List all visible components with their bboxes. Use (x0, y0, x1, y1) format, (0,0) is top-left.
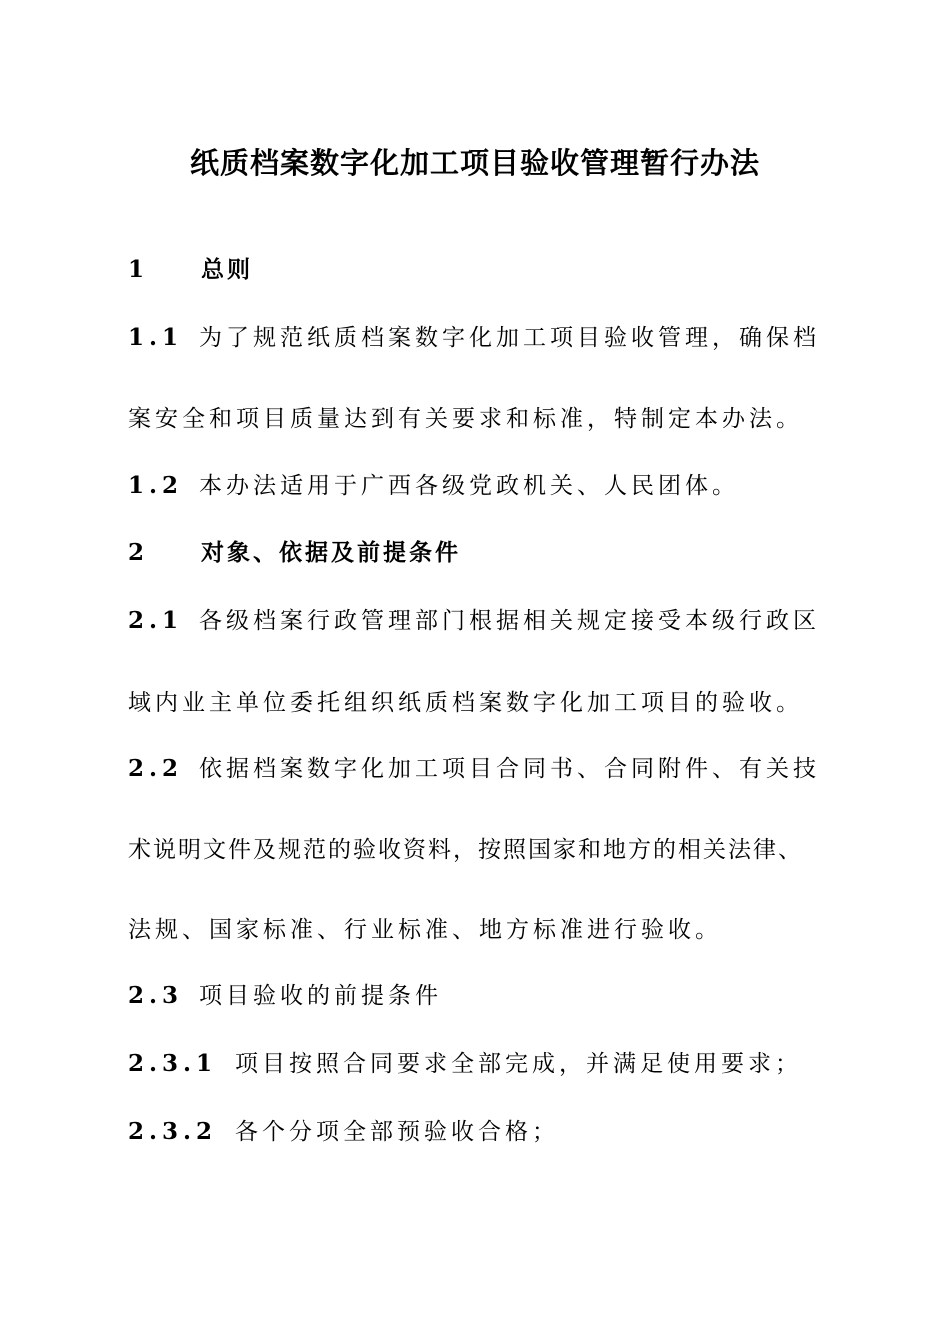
clause-text: 案安全和项目质量达到有关要求和标准，特制定本办法。 (128, 406, 803, 432)
section-number: 1 (128, 256, 150, 283)
clause-2-3-1 (128, 1044, 802, 1084)
clause-2-1-continued (128, 683, 803, 723)
section-number: 2 (128, 539, 150, 566)
clause-number: 2.2 (128, 755, 184, 782)
clause-text: 为了规范纸质档案数字化加工项目验收管理，确保档 (199, 325, 821, 351)
clause-text: 术说明文件及规范的验收资料，按照国家和地方的相关法律、 (128, 837, 803, 863)
clause-number: 2.3 (128, 982, 184, 1009)
clause-1-1 (128, 318, 820, 358)
clause-text: 域内业主单位委托组织纸质档案数字化加工项目的验收。 (128, 690, 803, 716)
clause-2-2-continued (128, 910, 722, 950)
clause-1-1-continued (128, 399, 803, 439)
clause-2-3 (128, 976, 442, 1016)
clause-number: 2.3.2 (128, 1118, 218, 1145)
clause-text: 依据档案数字化加工项目合同书、合同附件、有关技 (199, 756, 821, 782)
clause-number: 2.1 (128, 607, 184, 634)
clause-1-2 (128, 466, 739, 506)
clause-number: 1.1 (128, 324, 184, 351)
clause-text: 各个分项全部预验收合格； (235, 1119, 560, 1145)
clause-2-3-2 (128, 1112, 559, 1152)
clause-text: 法规、国家标准、行业标准、地方标准进行验收。 (128, 917, 722, 943)
clause-2-1 (128, 601, 820, 641)
clause-text: 本办法适用于广西各级党政机关、人民团体。 (199, 473, 740, 499)
clause-number: 2.3.1 (128, 1050, 218, 1077)
section-heading-2 (128, 533, 461, 573)
section-title: 对象、依据及前提条件 (201, 539, 462, 566)
document-title: 纸质档案数字化加工项目验收管理暂行办法 (189, 146, 760, 180)
section-title: 总则 (201, 256, 254, 283)
clause-text: 各级档案行政管理部门根据相关规定接受本级行政区 (199, 608, 821, 634)
clause-text: 项目验收的前提条件 (199, 983, 443, 1009)
clause-2-2 (128, 749, 820, 789)
clause-text: 项目按照合同要求全部完成，并满足使用要求； (235, 1051, 803, 1077)
clause-2-2-continued (128, 830, 803, 870)
clause-number: 1.2 (128, 472, 184, 499)
section-heading-1 (128, 250, 253, 290)
